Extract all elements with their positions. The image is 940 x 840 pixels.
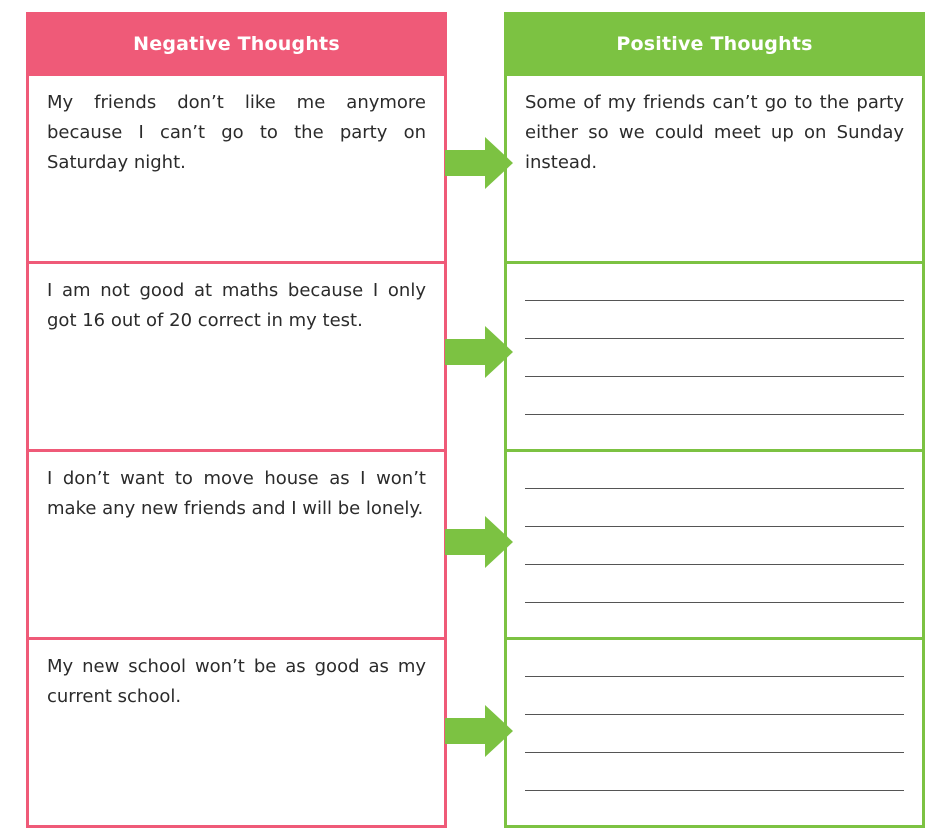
writing-line[interactable]: [525, 752, 904, 753]
negative-thought-text-1: My friends don’t like me anymore because I can’t go to the party on Saturday night.: [47, 92, 426, 173]
writing-line[interactable]: [525, 714, 904, 715]
positive-thought-text-1: Some of my friends can’t go to the party either so we could meet up on Sunday instead.: [525, 92, 904, 173]
writing-line[interactable]: [525, 300, 904, 301]
writing-line[interactable]: [525, 564, 904, 565]
negative-thought-text-4: My new school won’t be as good as my current school.: [47, 656, 426, 707]
negative-thought-cell-1: [29, 73, 444, 261]
negative-thoughts-header: Negative Thoughts: [29, 15, 444, 73]
right-arrow-icon: [445, 705, 513, 757]
right-arrow-icon: [445, 326, 513, 378]
negative-thought-text-2: I am not good at maths because I only got 16 out of 20 correct in my test.: [47, 280, 426, 331]
negative-thought-cell-4: [29, 637, 444, 825]
writing-line[interactable]: [525, 602, 904, 603]
writing-line[interactable]: [525, 338, 904, 339]
right-arrow-icon: [445, 516, 513, 568]
positive-thought-cell-2[interactable]: [507, 261, 922, 449]
writing-line[interactable]: [525, 676, 904, 677]
positive-thought-cell-4[interactable]: [507, 637, 922, 825]
negative-thought-cell-2: [29, 261, 444, 449]
negative-thought-cell-3: [29, 449, 444, 637]
writing-line[interactable]: [525, 488, 904, 489]
right-arrow-icon: [445, 137, 513, 189]
positive-thought-cell-1: [507, 73, 922, 261]
writing-line[interactable]: [525, 376, 904, 377]
writing-line[interactable]: [525, 414, 904, 415]
positive-thoughts-header: Positive Thoughts: [507, 15, 922, 73]
negative-thought-text-3: I don’t want to move house as I won’t make any new friends and I will be lonely.: [47, 468, 426, 519]
negative-thoughts-column: [26, 12, 447, 828]
writing-line[interactable]: [525, 790, 904, 791]
positive-thoughts-column: [504, 12, 925, 828]
writing-line[interactable]: [525, 526, 904, 527]
positive-thought-cell-3[interactable]: [507, 449, 922, 637]
